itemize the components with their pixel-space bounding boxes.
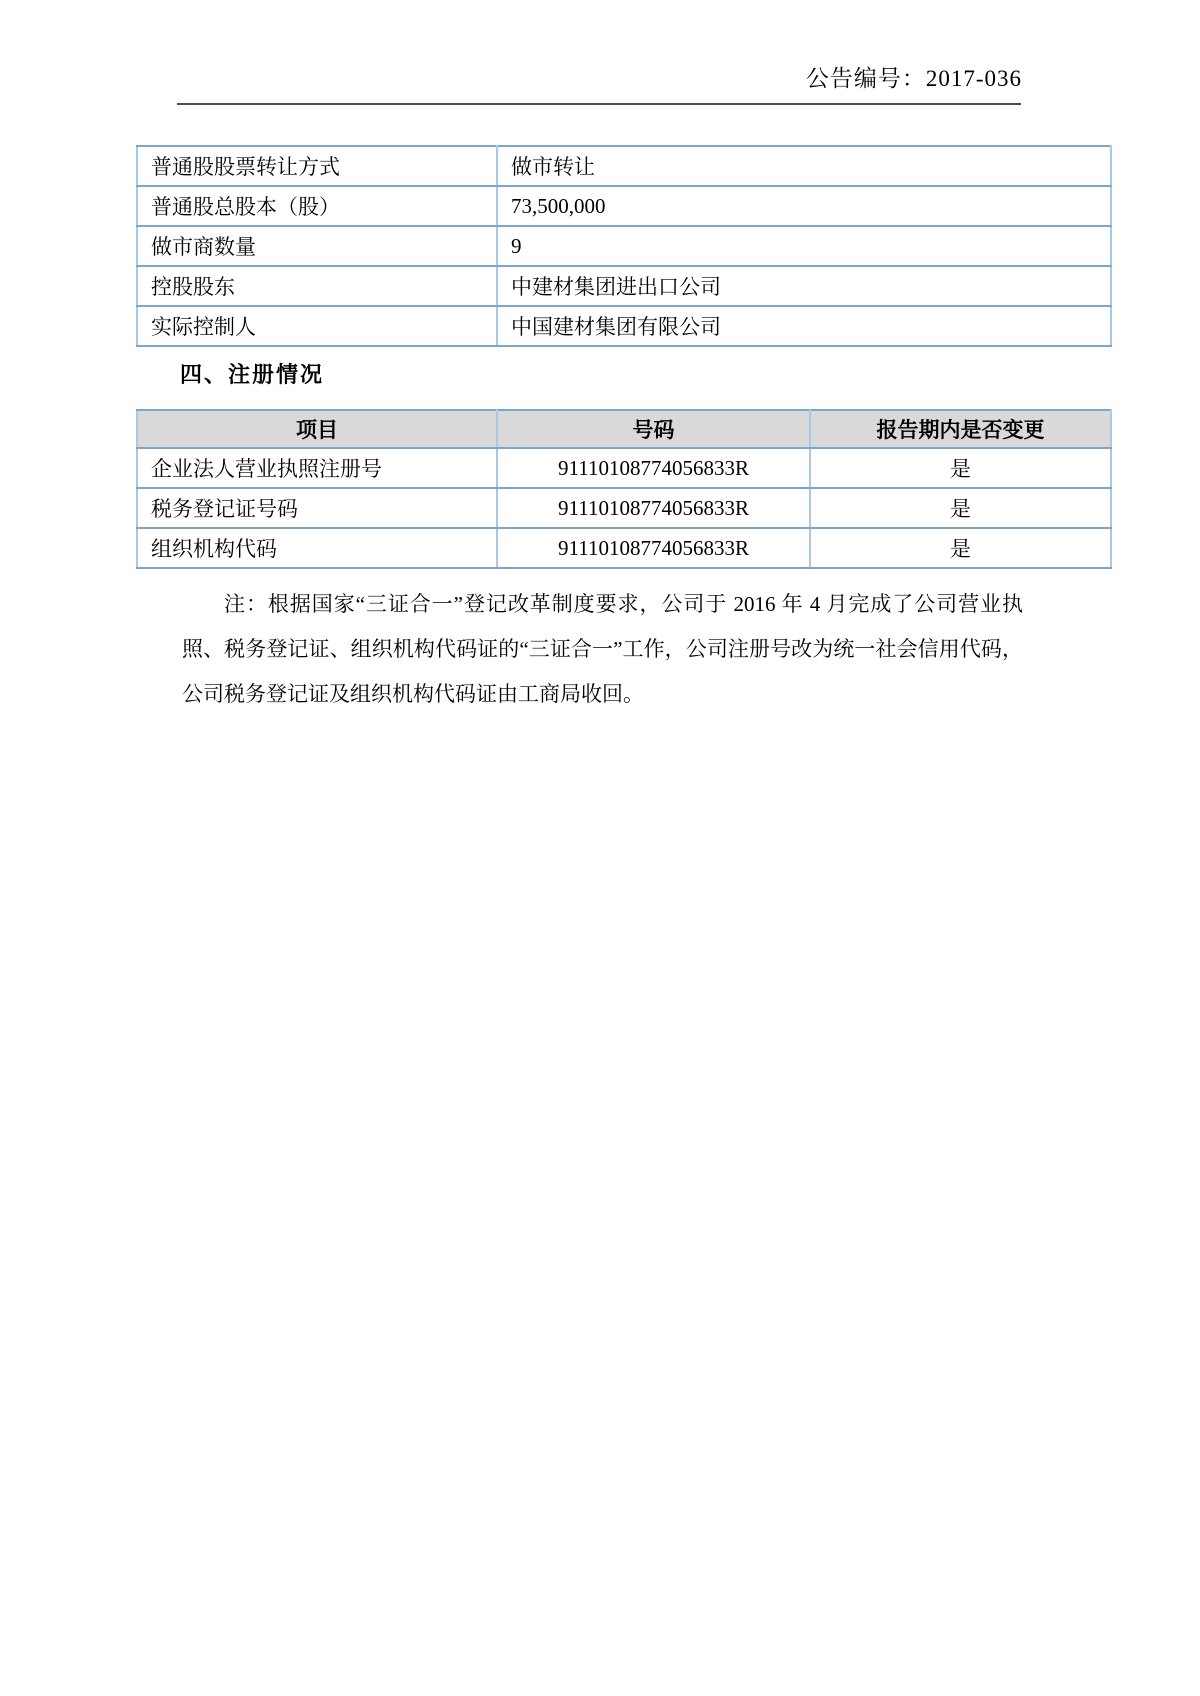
- row-value: 中建材集团进出口公司: [497, 266, 1111, 306]
- row-label: 普通股股票转让方式: [137, 146, 497, 186]
- cell-number: 91110108774056833R: [497, 528, 810, 568]
- note-paragraph: 注：根据国家“三证合一”登记改革制度要求，公司于 2016 年 4 月完成了公司营业执照、税务登记证、组织机构代码证的“三证合一”工作，公司注册号改为统一社会信用代码，公司税务登记证及组织机构代码证由工商局收回。: [182, 592, 1023, 706]
- table-row: [137, 448, 1111, 488]
- cell-changed: 是: [810, 488, 1111, 528]
- cell-changed: 是: [810, 528, 1111, 568]
- row-label: 做市商数量: [137, 226, 497, 266]
- cell-number: 91110108774056833R: [497, 488, 810, 528]
- row-value: 9: [497, 226, 1111, 266]
- cell-item: 企业法人营业执照注册号: [137, 448, 497, 488]
- column-header-item: 项目: [137, 410, 497, 448]
- company-info-table: [136, 145, 1112, 347]
- header-divider: [177, 103, 1021, 105]
- column-header-changed: 报告期内是否变更: [810, 410, 1111, 448]
- cell-number: 91110108774056833R: [497, 448, 810, 488]
- row-value: 73,500,000: [497, 186, 1111, 226]
- row-value: 中国建材集团有限公司: [497, 306, 1111, 346]
- table-row: [137, 306, 1111, 346]
- row-label: 实际控制人: [137, 306, 497, 346]
- table-header-row: [137, 410, 1111, 448]
- table-row: [137, 528, 1111, 568]
- table-row: [137, 488, 1111, 528]
- row-label: 控股股东: [137, 266, 497, 306]
- cell-item: 税务登记证号码: [137, 488, 497, 528]
- row-label: 普通股总股本（股）: [137, 186, 497, 226]
- table-row: [137, 226, 1111, 266]
- column-header-number: 号码: [497, 410, 810, 448]
- table-row: [137, 146, 1111, 186]
- table-row: [137, 186, 1111, 226]
- cell-item: 组织机构代码: [137, 528, 497, 568]
- registration-table: [136, 409, 1112, 569]
- row-value: 做市转让: [497, 146, 1111, 186]
- announcement-number: 公告编号：2017-036: [805, 66, 1022, 91]
- table-row: [137, 266, 1111, 306]
- section-heading: 四、注册情况: [180, 362, 325, 387]
- cell-changed: 是: [810, 448, 1111, 488]
